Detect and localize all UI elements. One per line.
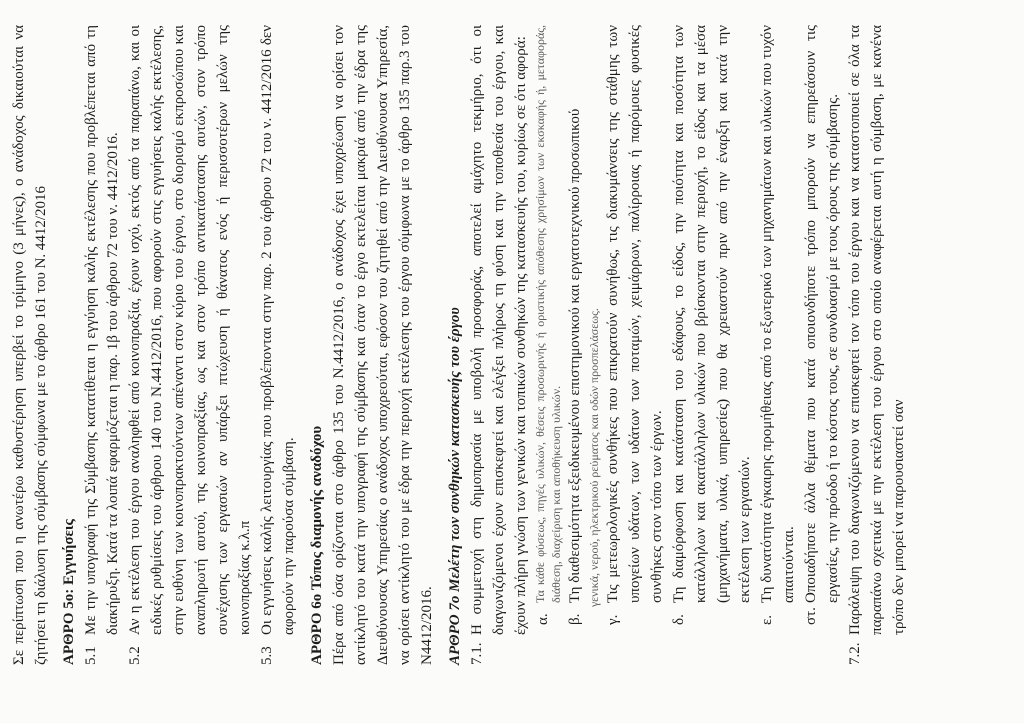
list-label: ε. [759, 614, 775, 625]
list-item-d [668, 25, 756, 625]
section-number: 5.2 [127, 646, 143, 665]
list-text: Τις μετεωρολογικές συνθήκες που επικρατούν συνήθως, τις διακυμάνσεις της στάθμης των υπογείων υδάτων, των υδάτων των ποταμών, χειμάρρων, παλίρροιας ή παρόμοιες φυσικές συνθήκες στον τόπο των έργων. [605, 25, 665, 603]
list-label: δ. [671, 614, 687, 625]
list-text: Τη δυνατότητα έγκαιρης προμήθειας από το εξωτερικό των μηχανημάτων και υλικών που τυχόν απαιτούνται. [759, 25, 797, 603]
section-text: Παράλειψη του διαγωνιζόμενου να επισκεφτεί τον τόπο του έργου και να καταστοποιεί σε όλα τα παραπάνω σχετικά με την εκτέλεση του έργου στο οποίο αναφέρεται αυτή η σύμβαση, με κανένα τρόπο δεν μπορεί να παρουσιαστεί σαν [847, 25, 907, 635]
document-body [8, 25, 910, 665]
list-label: στ. [803, 607, 819, 625]
list-text: Τη διαμόρφωση και κατάσταση του εδάφους, το είδος, την ποιότητα και ποσότητα των κατάλληλων και ακατάλληλων υλικών που βρίσκονται στην περιοχή, το είδος και τα μέσα (μηχανήματα, υλικά, υπηρεσίες) που θα χρειαστούν πριν από την έναρξη και κατά την εκτέλεση των εργασιών. [671, 25, 753, 603]
intro-paragraph: Σε περίπτωση που η ανωτέρω καθυστέρηση υπερβεί το τρίμηνο (3 μήνες), ο ανάδοχος δικαιούται να ζητήσει τη διάλυση της σύμβασης σύμφωνα με το άρθρο 161 του Ν. 4412/2016 [11, 25, 49, 665]
list-item-a [532, 25, 564, 625]
article-6-heading: ΑΡΘΡΟ 6ο Τόπος διαμονής αναδόχου [309, 425, 325, 665]
list-label: β. [567, 613, 583, 625]
list-label: α. [535, 613, 551, 625]
article-6-paragraph: Πέρα από όσα ορίζονται στο άρθρο 135 του Ν.4412/2016, ο ανάδοχος έχει υποχρέωση να ορίσει τον αντίκλητό του κατά την υπογραφή της σύμβασης και όταν το έργο εκτελείται μακριά από την έδρα της Διευθύνουσας Υπηρεσίας ο ανάδοχος υποχρεούται, εφόσον του ζητηθεί από την Διευθύνουσα Υπηρεσία, να ορίσει αντίκλητό του με έδρα την περιοχή εκτέλεσης του έργου σύμφωνα με το άρθρο 135 παρ.3 του Ν4412/2016. [331, 25, 435, 665]
section-7-1 [466, 25, 532, 665]
section-text: Οι εγγυήσεις καλής λειτουργίας που προβλέπονται στην παρ. 2 του άρθρου 72 του ν. 4412/2016 δεν αφορούν την παρούσα σύμβαση. [259, 25, 297, 635]
list-text: Οποιαδήποτε άλλα θέματα που κατά οποιονδήποτε τρόπο μπορούν να επηρεάσουν τις εργασίες, την πρόοδο ή το κόστος τους, σε συνδυασμό με τους όρους της σύμβασης. [803, 25, 841, 603]
section-number: 5.1 [83, 646, 99, 665]
section-5-1 [80, 25, 124, 665]
section-5-3 [256, 25, 300, 665]
list-item-b [564, 25, 586, 625]
list-label: γ. [605, 614, 621, 625]
list-item-f [800, 25, 844, 625]
section-number: 7.1. [469, 642, 485, 665]
list-item-b-continued [586, 25, 602, 607]
section-text: Η συμμετοχή στη δημοπρασία με υποβολή προσφοράς, αποτελεί αμάχητο τεκμήριο, ότι οι διαγωνιζόμενοι έχουν επισκεφτεί και ελέγξει πλήρως τη φύση και την τοποθεσία του έργου, και έχουν πλήρη γνώση των γενικών και τοπικών συνθηκών της κατασκευής του, κυρίως σε ότι αφορά: [469, 25, 529, 635]
section-7-2 [844, 25, 910, 665]
list-item-c [602, 25, 668, 625]
list-text: Τα κάθε φύσεως, πηγές υλικών, θέσεις προσωρινής ή οριστικής απόθεσης χρησίμων των εκσκαφής ή, μεταφοράς, διάθεση, διαχείριση και αποθήκευση υλικών. [533, 25, 563, 603]
list-item-e [756, 25, 800, 625]
list-text: Τη διαθεσιμότητα εξειδικευμένου επιστημονικού και εργατοτεχνικού προσωπικού [567, 108, 583, 603]
section-text: Αν η εκτέλεση του έργου αναληφθεί από κοινοπραξία, έχουν ισχύ, εκτός από τα παραπάνω, και οι ειδικές ρυθμίσεις του άρθρου 140 του Ν.4412/2016, που αφορούν στις εγγυήσεις καλής εκτέλεσης, στην ευθύνη των κοινοπρακτούντων απέναντι στον κύριο του έργου, στο διορισμό εκπροσώπου και αναπληρωτή αυτού, της κοινοπραξίας, ως και στον τρόπο αντικατάστασης αυτών, στον τρόπο συνέχισης των εργασιών αν υπάρξει πτώχευση ή θάνατος ενός ή περισσοτέρων μελών της κοινοπραξίας κ.λ.π [127, 25, 253, 635]
section-number: 7.2. [847, 642, 863, 665]
article-7-heading: ΑΡΘΡΟ 7ο Μελέτη των συνθηκών κατασκευής του έργου [447, 307, 463, 665]
section-5-2 [124, 25, 256, 665]
list-text: γενικά, νερού, ηλεκτρικού ρεύματος και οδών προσπελάσεως. [587, 308, 601, 607]
section-number: 5.3 [259, 646, 275, 665]
article-5-heading: ΑΡΘΡΟ 5ο: Εγγυήσεις [61, 519, 77, 665]
section-text: Με την υπογραφή της Σύμβασης κατατίθεται η εγγύηση καλής εκτέλεσης που προβλέπεται από τη διακήρυξη. Κατά τα λοιπά εφαρμόζεται η παρ. 1β του άρθρου 72 του ν. 4412/2016. [83, 25, 121, 635]
